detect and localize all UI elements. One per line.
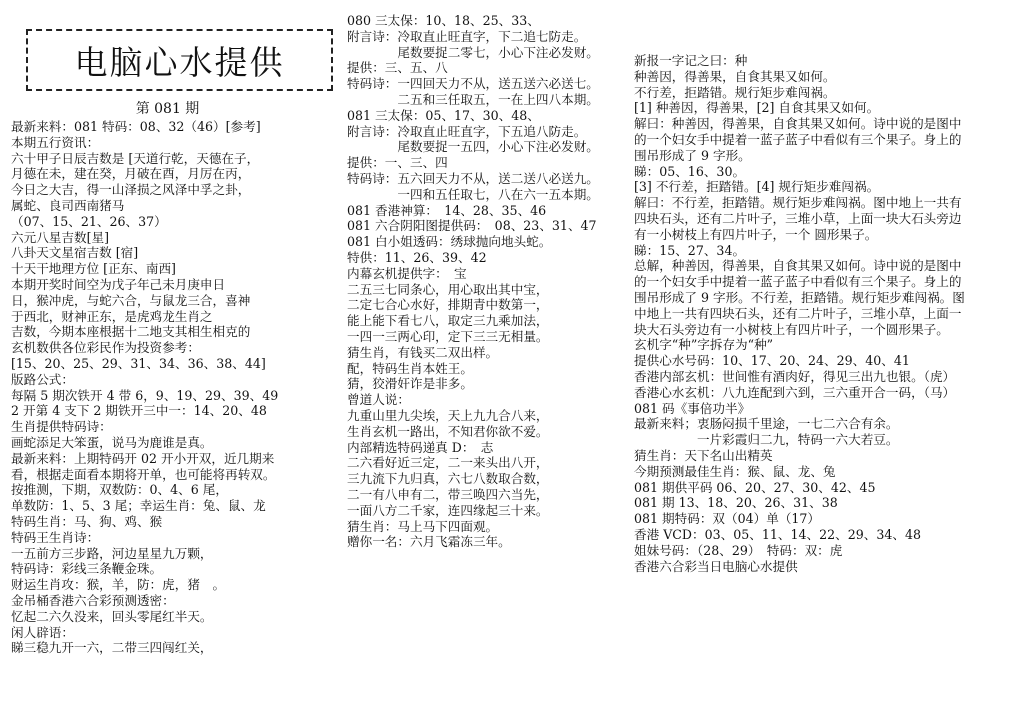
right-text-line: 解曰：不行差，拒踏错。规行矩步难闯祸。图中地上一共有	[634, 195, 962, 211]
middle-text-line: 二五三七同条心，用心取出其中宝，	[347, 281, 549, 297]
middle-text-line: 附言诗：冷取直止旺直字，下二追七防走。	[347, 28, 587, 44]
left-text-line: 版路公式：	[11, 371, 74, 387]
left-text-line: 生肖提供特码诗：	[11, 419, 112, 435]
left-text-line: 六十甲子日辰吉数是 [天道行乾，天德在子，	[11, 150, 260, 166]
left-text-line: 属蛇、良司西南猪马	[11, 197, 125, 213]
middle-text-line: 一四一三两心印，定下三三无相量。	[347, 328, 549, 344]
right-text-line: 总解，种善因，得善果，自食其果又如何。诗中说的是图中	[634, 258, 962, 274]
middle-text-line: 能上能下看七八，取定三九乘加法，	[347, 313, 549, 329]
left-text-line: 按推测，下期，双数防：0、4、6 尾，	[11, 482, 228, 498]
right-text-line: 最新来料；衷肠闷损千里途，一七二六合有余。	[634, 416, 899, 432]
middle-text-line: 提供：一、三、四	[347, 155, 448, 171]
right-text-line: 081 期 13、18、20、26、31、38	[634, 495, 838, 511]
middle-text-line: 081 三太保：05、17、30、48、	[347, 107, 540, 123]
title-box	[26, 29, 333, 91]
left-text-line: 最新来料：081 特码：08、32（46）[参考]	[11, 119, 261, 134]
left-text-line: 看，根据走面看本期将开单，也可能将再转双。	[11, 466, 276, 482]
left-text-line: 最新来料：上期特码开 02 开小开双，近几期来	[11, 450, 275, 466]
middle-text-line: 生肖玄机一路出，不知君你欲不爱。	[347, 423, 549, 439]
middle-text-line: 二定七合心水好，排期青中数第一，	[347, 297, 549, 313]
middle-text-line: 一四和五任取七，八在六一五本期。	[347, 186, 599, 202]
left-text-line: 八卦天文星宿吉数 [宿]	[11, 245, 139, 261]
right-text-line: 围吊形成了 9 字形。	[634, 147, 751, 163]
right-text-line: 姐妹号码：（28、29） 特码：双：虎	[634, 542, 843, 558]
middle-text-line: 081 六合阴阳图提供码： 08、23、31、47	[347, 218, 597, 234]
right-text-line: [1] 种善因，得善果，[2] 自食其果又如何。	[634, 100, 880, 116]
left-text-line: 每隔 5 期次铁开 4 带 6，9、19、29、39、49	[11, 387, 279, 403]
middle-text-line: 配，特码生肖本姓王。	[347, 360, 473, 376]
middle-column	[347, 13, 627, 550]
left-text-line: 金吊桶香港六合彩预测透密：	[11, 592, 175, 608]
right-text-line: 围吊形成了 9 字形。不行差，拒踏错。规行矩步难闯祸。图	[634, 289, 965, 305]
left-text-line: 特码王生肖诗：	[11, 529, 100, 545]
middle-text-line: 内幕玄机提供字： 宝	[347, 265, 467, 281]
right-text-line: 四块石头，还有二片叶子，三堆小草，上面一块大石头旁边	[634, 210, 962, 226]
left-text-line: 特码诗：彩线三条鞭金珠。	[11, 561, 163, 577]
right-text-line: 的一个妇女手中提着一蓝子蓝子中看似有三个果子。身上的	[634, 131, 962, 147]
left-text-line: 睇三稳九开一六，二带三四闯红关，	[11, 640, 213, 656]
right-text-line: 睇：05、16、30。	[634, 163, 746, 179]
left-text-line: 六元八星吉数[星]	[11, 229, 109, 245]
middle-text-line: 尾数要捉一五四，小心下注必发财。	[347, 139, 599, 155]
middle-text-line: 特码诗：五六回天力不从，送二送八必送九。	[347, 170, 599, 186]
left-text-line: 一五前方三步路，河边星星九万颗，	[11, 545, 213, 561]
issue-number: 第 081 期	[135, 101, 200, 117]
right-text-line: 新报一字记之曰：种	[634, 53, 748, 68]
middle-text-line: 曾道人说：	[347, 392, 410, 408]
left-text-line: [15、20、25、29、31、34、36、38、44]	[11, 355, 266, 371]
left-text-line: 忆起二六久没来，回头零尾红半天。	[11, 608, 213, 624]
right-text-line: 玄机字“种”字拆存为“种”	[634, 337, 774, 353]
right-text-line: 081 码《事倍功半》	[634, 400, 751, 416]
right-text-line: 081 期特码：双（04）单（17）	[634, 511, 821, 527]
middle-text-line: 附言诗：冷取直止旺直字，下五追八防走。	[347, 123, 587, 139]
left-text-line: 于西北，财神正东，是虎鸡龙生肖之	[11, 308, 213, 324]
left-text-line: 本期开奖时间空为戊子年己未月庚申日	[11, 276, 226, 292]
left-text-line: 十天干地理方位 [正东、南西]	[11, 261, 176, 277]
right-text-line: 提供心水号码：10、17、20、24、29、40、41	[634, 353, 910, 369]
right-text-line: 种善因，得善果，自食其果又如何。	[634, 68, 836, 84]
middle-text-line: 猜，狡滑奸诈是非多。	[347, 376, 473, 392]
middle-text-line: 猜生肖，有钱买二双出样。	[347, 344, 499, 360]
middle-text-line: 提供：三、五、八	[347, 60, 448, 76]
left-text-line: 画蛇添足大笨蛋，说马为鹿谁是真。	[11, 434, 213, 450]
middle-text-line: 081 香港神算： 14、28、35、46	[347, 202, 547, 218]
middle-text-line: 尾数要捉二零七，小心下注必发财。	[347, 44, 599, 60]
right-text-line: 香港六合彩当日电脑心水提供	[634, 558, 798, 574]
middle-text-line: 猜生肖：马上马下四面观。	[347, 518, 499, 534]
page-title: 电脑心水提供	[74, 42, 285, 82]
right-text-line: 解曰：种善因，得善果，自食其果又如何。诗中说的是图中	[634, 116, 962, 132]
right-text-line: 香港内部玄机：世间惟有酒肉好，得见三出九也银。（虎）	[634, 368, 956, 384]
middle-text-line: 二五和三任取五，一在上四八本期。	[347, 91, 599, 107]
right-text-line: 081 期供平码 06、20、27、30、42、45	[634, 479, 876, 495]
left-text-line: 特码生肖：马、狗、鸡、猴	[11, 513, 163, 529]
left-column	[11, 119, 336, 656]
middle-text-line: 九重山里九尖埃，天上九九合八来，	[347, 407, 549, 423]
left-text-line: （07、15、21、26、37）	[11, 213, 167, 229]
left-text-line: 月德在未，建在癸，月破在酉，月厉在丙，	[11, 166, 251, 182]
right-text-line: 猜生肖：天下名山出精英	[634, 447, 773, 463]
left-text-line: 单数防：1、5、3 尾；幸运生肖：兔、鼠、龙	[11, 498, 266, 514]
right-text-line: 一片彩霞归二九，特码一六大若豆。	[634, 432, 899, 448]
right-text-line: 块大石头旁边有一小树枝上有四片叶子，一个圆形果子。	[634, 321, 949, 337]
middle-text-line: 内部精选特码递真 D： 志	[347, 439, 494, 455]
left-text-line: 今日之大吉，得一山泽损之风泽中孚之卦，	[11, 182, 251, 198]
right-text-line: 不行差，拒踏错。规行矩步难闯祸。	[634, 84, 836, 100]
left-text-line: 日，猴冲虎，与蛇六合，与鼠龙三合，喜神	[11, 292, 251, 308]
right-text-line: 香港心水玄机：八九连配到六到，三六重开合一码，（马）	[634, 384, 956, 400]
right-text-line: 今期预测最佳生肖：猴、鼠、龙、兔	[634, 463, 836, 479]
middle-text-line: 二一有八申有二，带三唤四六当先，	[347, 486, 549, 502]
middle-text-line: 二六看好近三定，二一来头出八开，	[347, 455, 549, 471]
middle-text-line: 080 三太保：10、18、25、33、	[347, 13, 540, 28]
left-text-line: 玄机数供各位彩民作为投资参考：	[11, 340, 200, 356]
middle-text-line: 一面八方二千家，连四缘起三十来。	[347, 502, 549, 518]
right-text-line: 的一个妇女手中提着一蓝子蓝子中看似有三个果子。身上的	[634, 274, 962, 290]
right-text-line: 睇：15、27、34。	[634, 242, 746, 258]
left-text-line: 2 开第 4 支下 2 期铁开三中一：14、20、48	[11, 403, 267, 419]
right-column	[634, 53, 1019, 574]
middle-text-line: 特供：11、26、39、42	[347, 249, 487, 265]
left-text-line: 吉数，今期本座根据十二地支其相生相克的	[11, 324, 251, 340]
left-text-line: 本期五行资讯：	[11, 134, 100, 150]
right-text-line: 香港 VCD：03、05、11、14、22、29、34、48	[634, 526, 921, 542]
middle-text-line: 赠你一名：六月飞霜冻三年。	[347, 534, 511, 550]
middle-text-line: 特码诗：一四回天力不从，送五送六必送七。	[347, 76, 599, 92]
middle-text-line: 三九流下九归真，六七八数取合数，	[347, 471, 549, 487]
right-text-line: 有一小树枝上有四片叶子，一个 圆形果子。	[634, 226, 878, 242]
middle-text-line: 081 白小姐透码：绣球抛向地头蛇。	[347, 234, 552, 250]
right-text-line: [3] 不行差，拒踏错。[4] 规行矩步难闯祸。	[634, 179, 880, 195]
left-text-line: 闲人辟语：	[11, 624, 74, 640]
right-text-line: 中地上一共有四块石头，还有二片叶子，三堆小草，上面一	[634, 305, 962, 321]
left-text-line: 财运生肖攻：猴，羊，防：虎，猪 。	[11, 577, 226, 593]
